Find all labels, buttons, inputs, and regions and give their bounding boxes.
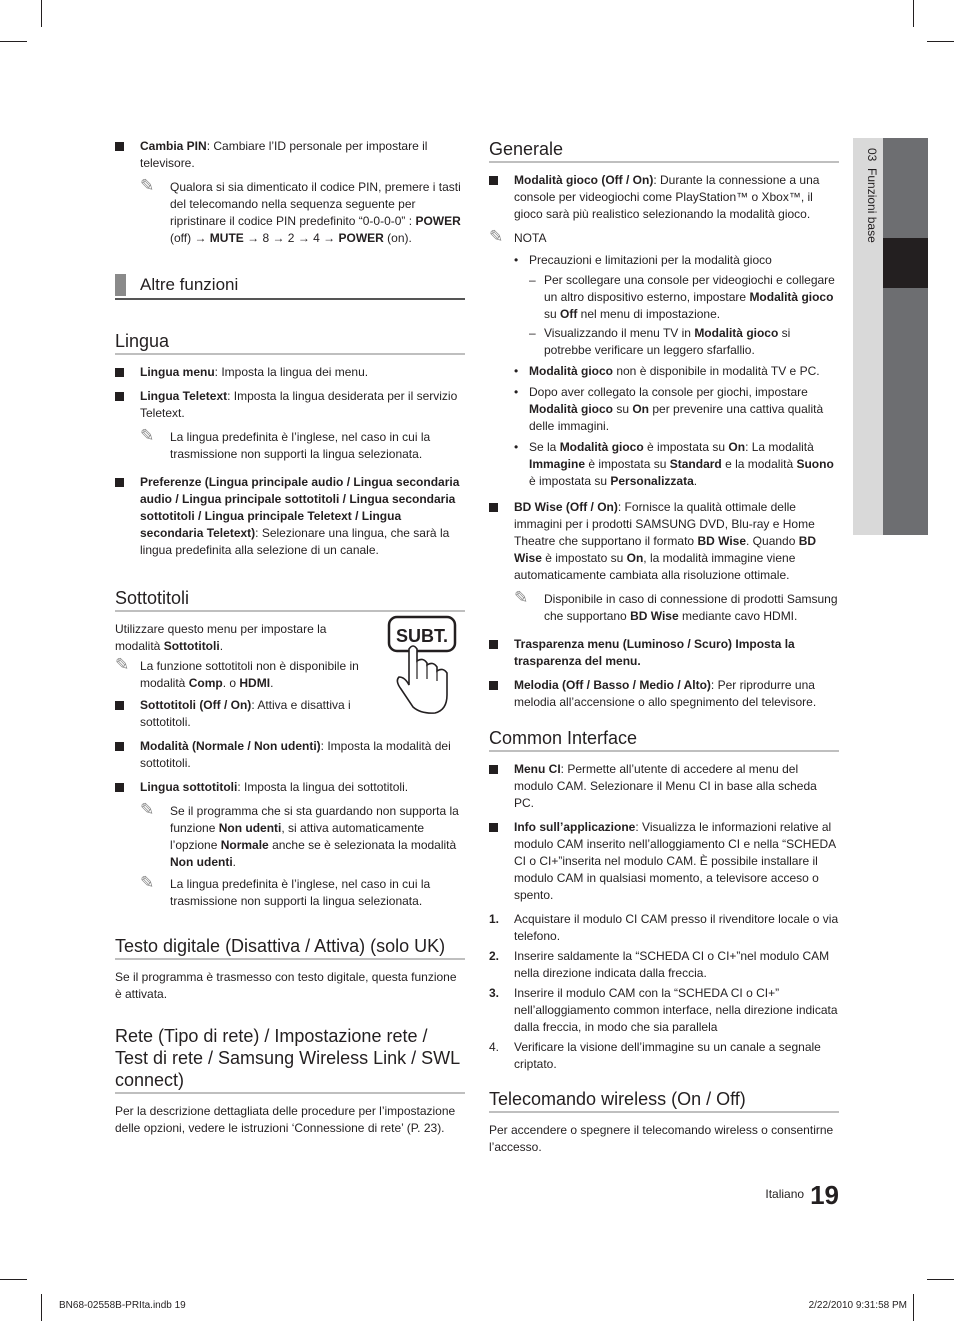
term: On xyxy=(728,440,746,454)
term: Comp xyxy=(188,676,223,690)
description: è impostato su xyxy=(541,551,627,565)
note-non-udenti xyxy=(140,800,465,871)
text: non è disponibile in modalità TV e PC. xyxy=(613,364,820,378)
square-bullet-icon xyxy=(115,478,124,487)
crop-mark xyxy=(0,1279,27,1280)
text: è impostata su xyxy=(585,457,670,471)
term: Modalità (Normale / Non udenti) xyxy=(140,739,321,753)
crop-mark xyxy=(913,0,914,27)
crop-mark xyxy=(0,41,27,42)
description: : Imposta la modalità dei sottotitoli. xyxy=(140,739,451,770)
sottotitoli-intro-text xyxy=(115,621,365,731)
pencil-note-icon: ✎ xyxy=(140,426,155,445)
chapter-tab-bar xyxy=(883,138,928,535)
square-bullet-icon xyxy=(489,503,498,512)
term: Trasparenza menu (Luminoso / Scuro) Imposta la trasparenza del menu. xyxy=(514,637,795,668)
text: Se la xyxy=(529,440,560,454)
key-mute: MUTE xyxy=(209,231,244,245)
square-bullet-icon xyxy=(115,368,124,377)
description: : Fornisce la qualità ottimale delle immagini per i prodotti SAMSUNG DVD, Blu-ray e Home Theatre che supportano il formato xyxy=(514,500,815,548)
page-number: 19 xyxy=(810,1180,839,1210)
bullet-lingua-menu xyxy=(115,364,465,381)
dot-bullet-icon: • xyxy=(514,440,519,454)
dot-precauzioni xyxy=(514,252,839,269)
description: : Attiva e disattiva i sottotitoli. xyxy=(140,698,351,729)
description: : Imposta la lingua dei sottotitoli. xyxy=(237,780,409,794)
description: . Quando xyxy=(746,534,799,548)
language-label: Italiano xyxy=(765,1187,805,1201)
note-pin xyxy=(140,176,465,247)
text: si potrebbe verificare un leggero sfarfallio. xyxy=(544,326,791,357)
text: . xyxy=(219,639,224,653)
crop-mark xyxy=(927,1279,954,1280)
chapter-number: 03 xyxy=(865,148,879,162)
chapter-tab-label xyxy=(865,148,879,243)
bullet-lingua-sottotitoli xyxy=(115,779,465,796)
description: : Durante la connessione a una console per videogiochi come PlayStation™ o Xbox™, il gioco sarà più realistico selezionando la modalità gioco. xyxy=(514,173,820,221)
crop-mark xyxy=(913,1294,914,1321)
text: Visualizzando il menu TV in xyxy=(544,326,695,340)
bullet-modalita-gioco xyxy=(489,172,839,223)
term: Cambia PIN xyxy=(140,139,207,153)
step-text: Acquistare il modulo CI CAM presso il rivenditore locale o via telefono. xyxy=(514,912,839,943)
dash-sfarfallio xyxy=(529,325,839,359)
pencil-note-icon: ✎ xyxy=(140,176,155,195)
dot-se-la-modalita xyxy=(514,439,839,490)
text: . xyxy=(693,474,698,488)
term: Personalizzata xyxy=(610,474,694,488)
description: : Selezionare una lingua, che sarà la lingua predefinita alla selezione di un canale. xyxy=(140,526,450,557)
crop-mark xyxy=(927,41,954,42)
text: per prevenire una cattiva qualità delle immagini. xyxy=(529,402,824,433)
page-footer xyxy=(700,1180,839,1211)
section-header xyxy=(115,274,465,300)
heading-lingua: Lingua xyxy=(115,330,465,355)
step xyxy=(489,948,839,982)
print-date-info: 2/22/2010 9:31:58 PM xyxy=(808,1300,907,1311)
description: : Permette all’utente di accedere al menu del modulo CAM. Selezionare il Menu CI in base alla scheda PC. xyxy=(514,762,817,810)
note-text: Se il programma che si sta guardando non supporta la funzione xyxy=(170,804,459,835)
term: Modalità gioco xyxy=(694,326,779,340)
bullet-sottotitoli-onoff xyxy=(115,697,365,731)
term: Lingua menu xyxy=(140,365,215,379)
term: Modalità gioco xyxy=(529,402,613,416)
step-number: 3. xyxy=(489,986,500,1000)
bullet-preferenze xyxy=(115,474,465,559)
square-bullet-icon xyxy=(489,640,498,649)
term: Off xyxy=(560,307,578,321)
chapter-tab xyxy=(853,138,928,535)
heading-sottotitoli: Sottotitoli xyxy=(115,587,465,612)
text: Utilizzare questo menu per impostare la modalità xyxy=(115,622,327,653)
term: Standard xyxy=(669,457,722,471)
dot-bullet-icon: • xyxy=(514,253,519,267)
step xyxy=(489,1039,839,1073)
key-power: POWER xyxy=(338,231,384,245)
heading-testo-digitale: Testo digitale (Disattiva / Attiva) (solo UK) xyxy=(115,935,465,960)
heading-common-interface: Common Interface xyxy=(489,727,839,752)
term: Lingua Teletext xyxy=(140,389,228,403)
right-column xyxy=(489,138,839,1156)
term: Sottotitoli xyxy=(163,639,220,653)
step xyxy=(489,911,839,945)
description: : Imposta la lingua dei menu. xyxy=(214,365,369,379)
square-bullet-icon xyxy=(489,765,498,774)
description: , la modalità immagine viene automaticamente cambiata alla risoluzione ottimale. xyxy=(514,551,796,582)
note-text: Disponibile in caso di connessione di prodotti Samsung che supportano xyxy=(544,592,838,623)
description: : Per riprodurre una melodia all’accensione o allo spegnimento del televisore. xyxy=(514,678,817,709)
key-power: POWER xyxy=(415,214,461,228)
square-bullet-icon xyxy=(489,823,498,832)
left-column xyxy=(115,138,465,1137)
term: Sottotitoli (Off / On) xyxy=(140,698,252,712)
nota-label: NOTA xyxy=(514,231,547,245)
term: HDMI xyxy=(239,676,271,690)
pencil-note-icon: ✎ xyxy=(115,655,130,674)
note-teletext xyxy=(140,426,465,463)
term: Non udenti xyxy=(170,855,233,869)
text: è impostata su xyxy=(529,474,611,488)
bullet-trasparenza xyxy=(489,636,839,670)
dash-scollegare xyxy=(529,272,839,323)
note-text: La lingua predefinita è l’inglese, nel caso in cui la trasmissione non supporti la lingua selezionata. xyxy=(170,877,431,908)
bullet-bd-wise xyxy=(489,499,839,584)
text: è impostata su xyxy=(643,440,729,454)
text: su xyxy=(613,402,633,416)
pencil-note-icon: ✎ xyxy=(489,227,504,246)
square-bullet-icon xyxy=(115,783,124,792)
bullet-cambia-pin xyxy=(115,138,465,172)
note-text: → 8 → 2 → 4 → xyxy=(243,231,339,245)
bullet-info-applicazione xyxy=(489,819,839,904)
term: BD Wise xyxy=(630,609,679,623)
section-title: Altre funzioni xyxy=(140,275,239,294)
square-bullet-icon xyxy=(115,392,124,401)
note-text: . xyxy=(232,855,236,869)
term: Normale xyxy=(220,838,269,852)
note-text: La lingua predefinita è l’inglese, nel caso in cui la trasmissione non supporti la lingua selezionata. xyxy=(170,430,431,461)
term: Modalità gioco xyxy=(529,364,613,378)
text: nel menu di impostazione. xyxy=(577,307,721,321)
note-default-language xyxy=(140,873,465,910)
square-bullet-icon xyxy=(489,681,498,690)
note-text: La funzione sottotitoli non è disponibile in modalità xyxy=(140,659,359,690)
text: Per scollegare una console per videogiochi e collegare un altro dispositivo esterno, impostare xyxy=(544,273,835,304)
chapter-tab-marker xyxy=(883,238,928,288)
step xyxy=(489,985,839,1036)
description: : Imposta la lingua desiderata per il servizio Teletext. xyxy=(140,389,458,420)
dash-bullet-icon: – xyxy=(529,326,536,340)
rete-text: Per la descrizione dettagliata delle procedure per l’impostazione delle opzioni, vedere le istruzioni ‘Connessione di rete’ (P. 23). xyxy=(115,1104,456,1135)
bullet-lingua-teletext xyxy=(115,388,465,422)
note-text: mediante cavo HDMI. xyxy=(678,609,798,623)
dot-bullet-icon: • xyxy=(514,364,519,378)
note-text: , si attiva automaticamente l’opzione xyxy=(170,821,425,852)
term: BD Wise xyxy=(697,534,747,548)
square-bullet-icon xyxy=(115,142,124,151)
subt-button-label: SUBT. xyxy=(395,626,449,646)
term: Menu CI xyxy=(514,762,561,776)
crop-mark xyxy=(41,1294,42,1321)
term: Lingua sottotitoli xyxy=(140,780,238,794)
term: BD Wise xyxy=(514,534,817,565)
bullet-menu-ci xyxy=(489,761,839,812)
text: su xyxy=(544,307,561,321)
term: On xyxy=(626,551,644,565)
pencil-note-icon: ✎ xyxy=(140,800,155,819)
square-bullet-icon xyxy=(115,742,124,751)
pencil-note-icon: ✎ xyxy=(514,588,529,607)
note-text: Qualora si sia dimenticato il codice PIN, premere i tasti del telecomando nella sequenza seguente per ripristinare il codice PIN predefinito “0-0-0-0” : xyxy=(170,180,461,228)
pencil-note-icon: ✎ xyxy=(140,873,155,892)
dot-dopo-collegato xyxy=(514,384,839,435)
term: Melodia (Off / Basso / Medio / Alto) xyxy=(514,678,711,692)
testo-digitale-text: Se il programma è trasmesso con testo digitale, questa funzione è attivata. xyxy=(115,970,457,1001)
square-bullet-icon xyxy=(115,701,124,710)
dot-non-disponibile xyxy=(514,363,839,380)
heading-rete: Rete (Tipo di rete) / Impostazione rete / Test di rete / Samsung Wireless Link / SWL connect) xyxy=(115,1025,465,1094)
term: Non udenti xyxy=(218,821,282,835)
step-number: 2. xyxy=(489,949,500,963)
dot-bullet-icon: • xyxy=(514,385,519,399)
term: On xyxy=(632,402,650,416)
telecomando-text: Per accendere o spegnere il telecomando wireless o consentirne l’accesso. xyxy=(489,1123,834,1154)
intro-paragraph xyxy=(115,621,365,655)
term: Modalità gioco xyxy=(749,290,834,304)
text: Precauzioni e limitazioni per la modalità gioco xyxy=(529,253,772,267)
dash-bullet-icon: – xyxy=(529,273,536,287)
text: : La modalità xyxy=(745,440,814,454)
subt-remote-button-illustration xyxy=(387,615,459,715)
term: Immagine xyxy=(529,457,586,471)
note-text: . xyxy=(270,676,274,690)
heading-telecomando-wireless: Telecomando wireless (On / Off) xyxy=(489,1088,839,1113)
square-bullet-icon xyxy=(489,176,498,185)
chapter-title: Funzioni base xyxy=(865,168,879,243)
bullet-melodia xyxy=(489,677,839,711)
term: Suono xyxy=(796,457,834,471)
step-text: Verificare la visione dell’immagine su un canale a segnale criptato. xyxy=(514,1040,821,1071)
term: Modalità gioco xyxy=(559,440,644,454)
term: Preferenze (Lingua principale audio / Lingua secondaria audio / Lingua principale sottotitoli / Lingua secondaria sottotitoli / Lingua principale Teletext / Lingua secondaria Teletext) xyxy=(140,475,460,540)
note-bd-wise xyxy=(514,588,839,625)
crop-mark xyxy=(41,0,42,27)
note-text: (on). xyxy=(383,231,412,245)
term: Modalità gioco (Off / On) xyxy=(514,173,654,187)
note-text: . o xyxy=(222,676,240,690)
description: : Cambiare l’ID personale per impostare il televisore. xyxy=(140,139,428,170)
text: Dopo aver collegato la console per giochi, impostare xyxy=(529,385,808,399)
step-number: 4. xyxy=(489,1040,500,1054)
print-file-info: BN68-02558B-PRIta.indb 19 xyxy=(59,1300,186,1311)
heading-generale: Generale xyxy=(489,138,839,163)
bullet-modalita xyxy=(115,738,465,772)
nota-header xyxy=(489,227,839,247)
description: : Visualizza le informazioni relative al modulo CAM inserito nell’alloggiamento CI e nella “SCHEDA CI o CI+”inserita nel modulo CAM. È possibile installare il modulo CAM in qualsiasi momento, a televisore acceso o spento. xyxy=(514,820,836,902)
note-text: anche se è selezionata la modalità xyxy=(268,838,457,852)
step-text: Inserire saldamente la “SCHEDA CI o CI+”nel modulo CAM nella direzione indicata dalla freccia. xyxy=(514,949,830,980)
step-number: 1. xyxy=(489,912,500,926)
note-text: (off) → xyxy=(170,231,210,245)
text: e la modalità xyxy=(721,457,797,471)
note-subtitle-availability xyxy=(115,655,365,692)
section-marker xyxy=(115,274,126,296)
step-text: Inserire il modulo CAM con la “SCHEDA CI o CI+” nell’alloggiamento common interface, nella direzione indicata dalla freccia, in modo che sia parallela xyxy=(514,986,838,1034)
sottotitoli-intro-block xyxy=(115,621,465,731)
term: BD Wise (Off / On) xyxy=(514,500,618,514)
term: Info sull’applicazione xyxy=(514,820,636,834)
